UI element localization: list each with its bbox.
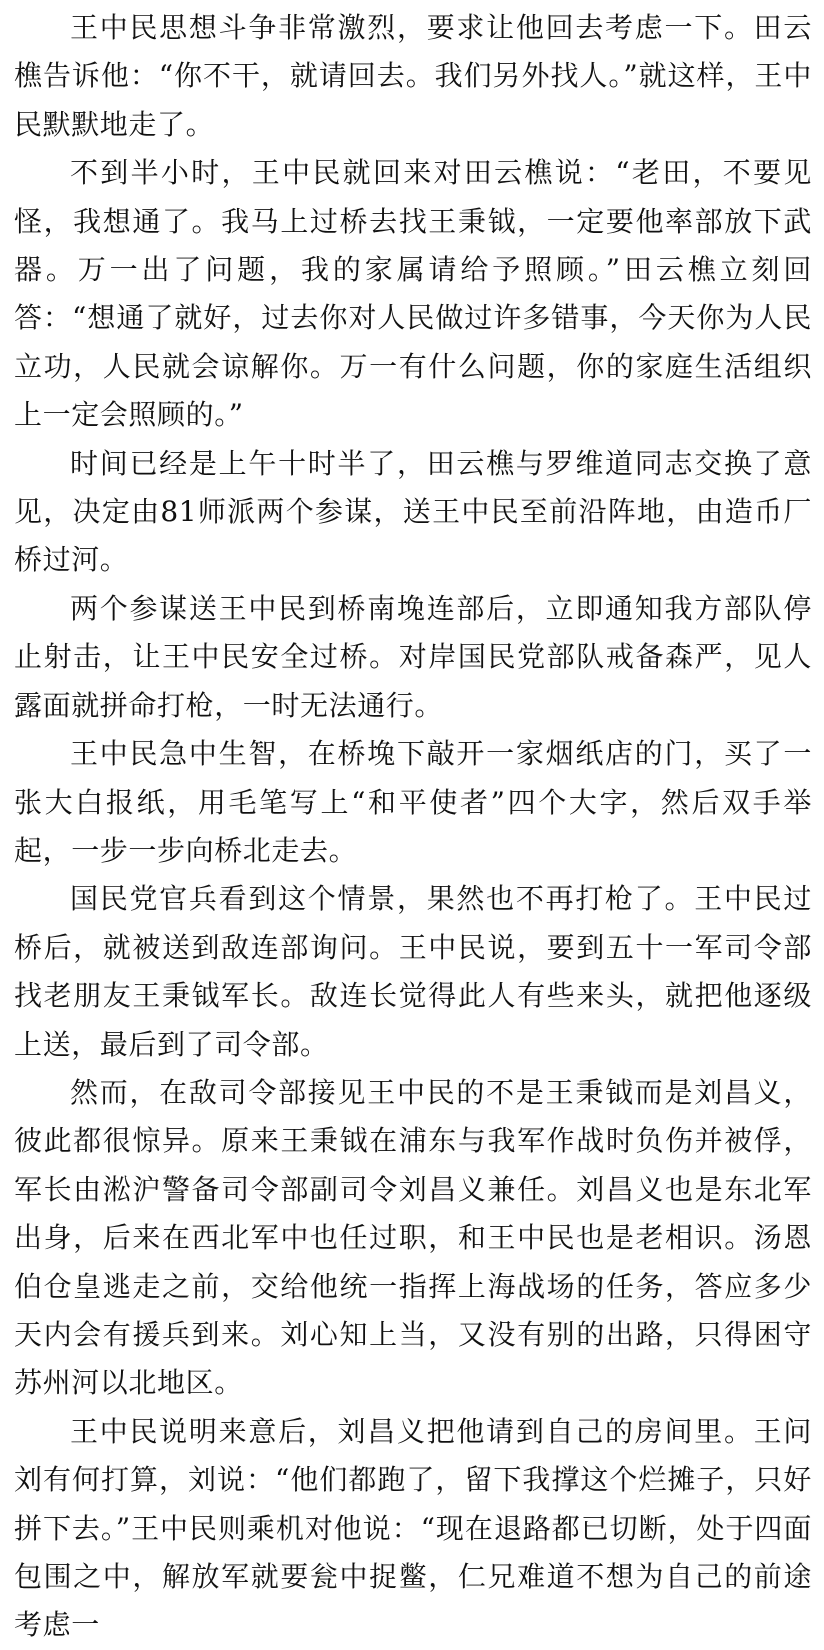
paragraph-5: 王中民急中生智，在桥堍下敲开一家烟纸店的门，买了一张大白报纸，用毛笔写上“和平使者”四个大字，然后双手举起，一步一步向桥北走去。 [14, 737, 812, 867]
paragraph-2: 不到半小时，王中民就回来对田云樵说：“老田，不要见怪，我想通了。我马上过桥去找王秉钺，一定要他率部放下武器。万一出了问题，我的家属请给予照顾。”田云樵立刻回答：“想通了就好，过去你对人民做过许多错事，今天你为人民立功，人民就会谅解你。万一有什么问题，你的家庭生活组织上一定会照顾的。” [14, 156, 812, 432]
document-page [14, 4, 812, 1650]
paragraph-4: 两个参谋送王中民到桥南堍连部后，立即通知我方部队停止射击，让王中民安全过桥。对岸国民党部队戒备森严，见人露面就拼命打枪，一时无法通行。 [14, 591, 812, 722]
paragraph-7: 然而，在敌司令部接见王中民的不是王秉钺而是刘昌义，彼此都很惊异。原来王秉钺在浦东与我军作战时负伤并被俘，军长由淞沪警备司令部副司令刘昌义兼任。刘昌义也是东北军出身，后来在西北军中也任过职，和王中民也是老相识。汤恩伯仓皇逃走之前，交给他统一指挥上海战场的任务，答应多少天内会有援兵到来。刘心知上当，又没有别的出路，只得困守苏州河以北地区。 [14, 1075, 812, 1400]
paragraph-3: 时间已经是上午十时半了，田云樵与罗维道同志交换了意见，决定由81师派两个参谋，送王中民至前沿阵地，由造币厂桥过河。 [14, 446, 812, 577]
paragraph-1: 王中民思想斗争非常激烈，要求让他回去考虑一下。田云樵告诉他：“你不干，就请回去。我们另外找人。”就这样，王中民默默地走了。 [14, 11, 812, 141]
paragraph-8: 王中民说明来意后，刘昌义把他请到自己的房间里。王问刘有何打算，刘说：“他们都跑了，留下我撑这个烂摊子，只好拼下去。”王中民则乘机对他说：“现在退路都已切断，处于四面包围之中，解放军就要瓮中捉鳖，仁兄难道不想为自己的前途考虑一 [14, 1414, 812, 1642]
paragraph-6: 国民党官兵看到这个情景，果然也不再打枪了。王中民过桥后，就被送到敌连部询问。王中民说，要到五十一军司令部找老朋友王秉钺军长。敌连长觉得此人有些来头，就把他逐级上送，最后到了司令部。 [14, 882, 812, 1061]
